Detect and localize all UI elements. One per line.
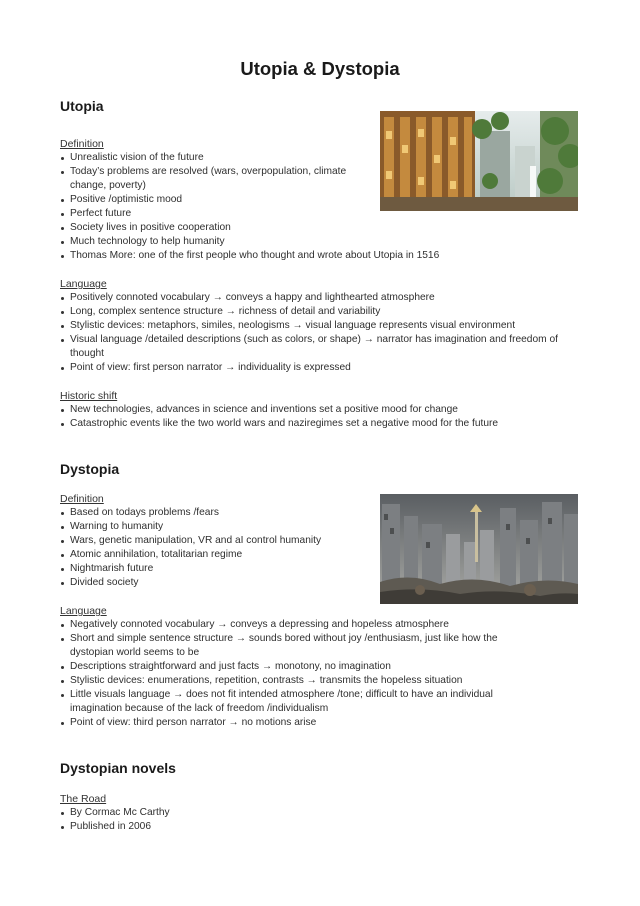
page-title: Utopia & Dystopia xyxy=(240,58,400,79)
list-item: Atomic annihilation, totalitarian regime xyxy=(60,548,370,562)
list-item: Perfect future xyxy=(60,207,370,221)
list-item: Positively connoted vocabulary → conveys a happy and lighthearted atmosphere xyxy=(60,291,580,305)
list-item: Wars, genetic manipulation, VR and aI control humanity xyxy=(60,534,370,548)
utopia-language-list xyxy=(60,291,580,375)
list-item: Little visuals language → does not fit intended atmosphere /tone; difficult to have an individual imagination because of the lack of freedom /individualism xyxy=(60,688,530,716)
book-details-list xyxy=(60,806,360,834)
list-item: Society lives in positive cooperation xyxy=(60,221,370,235)
dystopia-language-list xyxy=(60,618,530,730)
novels-heading: Dystopian novels xyxy=(60,760,176,776)
utopia-language-label: Language xyxy=(60,278,107,290)
dystopia-city-image xyxy=(380,494,578,604)
list-item: Today’s problems are resolved (wars, overpopulation, climate change, poverty) xyxy=(60,165,370,193)
dystopia-heading: Dystopia xyxy=(60,461,120,477)
utopia-historic-label: Historic shift xyxy=(60,390,118,402)
list-item: Long, complex sentence structure → richness of detail and variability xyxy=(60,305,580,319)
list-item: Based on todays problems /fears xyxy=(60,506,370,520)
utopia-heading: Utopia xyxy=(60,98,104,114)
list-item: Point of view: third person narrator → no motions arise xyxy=(60,716,530,730)
dystopia-definition-label: Definition xyxy=(60,493,104,505)
utopia-historic-list xyxy=(60,403,580,431)
list-item: Positive /optimistic mood xyxy=(60,193,370,207)
list-item: Much technology to help humanity xyxy=(60,235,370,249)
utopia-definition-list xyxy=(60,151,440,263)
list-item: Warning to humanity xyxy=(60,520,370,534)
list-item: Visual language /detailed descriptions (such as colors, or shape) → narrator has imagination and freedom of thought xyxy=(60,333,580,361)
list-item: New technologies, advances in science and inventions set a positive mood for change xyxy=(60,403,580,417)
list-item: Nightmarish future xyxy=(60,562,370,576)
list-item: Published in 2006 xyxy=(60,820,360,834)
list-item: Stylistic devices: enumerations, repetition, contrasts → transmits the hopeless situation xyxy=(60,674,530,688)
list-item: Point of view: first person narrator → individuality is expressed xyxy=(60,361,580,375)
dystopia-language-label: Language xyxy=(60,605,107,617)
list-item: Catastrophic events like the two world wars and naziregimes set a negative mood for the future xyxy=(60,417,580,431)
list-item: By Cormac Mc Carthy xyxy=(60,806,360,820)
list-item: Unrealistic vision of the future xyxy=(60,151,370,165)
utopia-city-image xyxy=(380,111,578,211)
list-item: Negatively connoted vocabulary → conveys a depressing and hopeless atmosphere xyxy=(60,618,530,632)
list-item: Short and simple sentence structure → sounds bored without joy /enthusiasm, just like how the dystopian world seems to be xyxy=(60,632,530,660)
list-item: Descriptions straightforward and just facts → monotony, no imagination xyxy=(60,660,530,674)
book-title-label: The Road xyxy=(60,793,107,805)
dystopia-definition-list xyxy=(60,506,370,590)
list-item: Divided society xyxy=(60,576,370,590)
list-item: Stylistic devices: metaphors, similes, neologisms → visual language represents visual environment xyxy=(60,319,580,333)
utopia-definition-label: Definition xyxy=(60,138,104,150)
list-item: Thomas More: one of the first people who thought and wrote about Utopia in 1516 xyxy=(60,249,370,263)
